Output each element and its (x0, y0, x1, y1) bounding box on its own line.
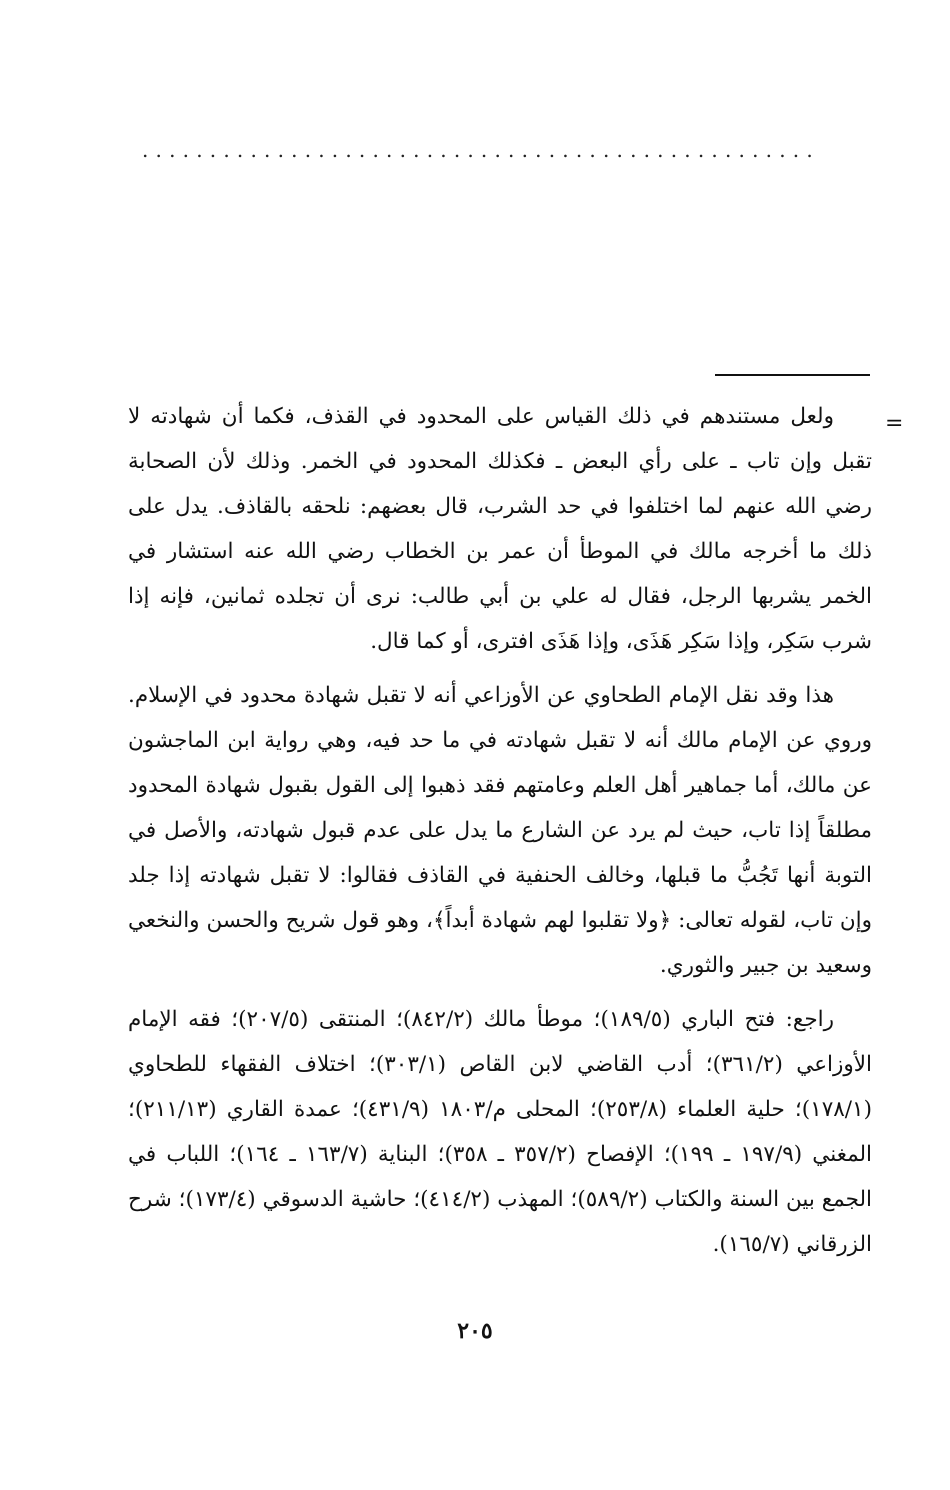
continuation-mark: = (885, 411, 904, 436)
footnote-rule (715, 374, 870, 376)
page-number: ٢٠٥ (457, 1318, 493, 1344)
footnote-body (128, 394, 872, 1267)
paragraph-2: هذا وقد نقل الإمام الطحاوي عن الأوزاعي أنه لا تقبل شهادة محدود في الإسلام. وروي عن الإمام مالك أنه لا تقبل شهادته في ما حد فيه، وهي رواية ابن الماجشون عن مالك، أما جماهير أهل العلم وعامتهم فقد ذهبوا إلى القول بقبول شهادة المحدود مطلقاً إذا تاب، حيث لم يرد عن الشارع ما يدل على عدم قبول شهادته، والأصل في التوبة أنها تَجُبُّ ما قبلها، وخالف الحنفية في القاذف فقالوا: لا تقبل شهادته إذا جلد وإن تاب، لقوله تعالى: ﴿ولا تقلبوا لهم شهادة أبداً﴾، وهو قول شريح والحسن والنخعي وسعيد بن جبير والثوري. (128, 683, 872, 978)
paragraph-1: ولعل مستندهم في ذلك القياس على المحدود في القذف، فكما أن شهادته لا تقبل وإن تاب ـ على رأي البعض ـ فكذلك المحدود في الخمر. وذلك لأن الصحابة رضي الله عنهم لما اختلفوا في حد الشرب، قال بعضهم: نلحقه بالقاذف. يدل على ذلك ما أخرجه مالك في الموطأ أن عمر بن الخطاب رضي الله عنه استشار في الخمر يشربها الرجل، فقال له علي بن أبي طالب: نرى أن تجلده ثمانين، فإنه إذا شرب سَكِر، وإذا سَكِر هَذَى، وإذا هَذَى افترى، أو كما قال. (128, 404, 872, 654)
paragraph-references: راجع: فتح الباري (١٨٩/٥)؛ موطأ مالك (٨٤٢/٢)؛ المنتقى (٢٠٧/٥)؛ فقه الإمام الأوزاعي (٣٦١/٢)؛ أدب القاضي لابن القاص (٣٠٣/١)؛ اختلاف الفقهاء للطحاوي (١٧٨/١)؛ حلية العلماء (٢٥٣/٨)؛ المحلى م/١٨٠٣ (٤٣١/٩)؛ عمدة القاري (٢١١/١٣)؛ المغني (١٩٧/٩ ـ ١٩٩)؛ الإفصاح (٣٥٧/٢ ـ ٣٥٨)؛ البناية (١٦٣/٧ ـ ١٦٤)؛ اللباب في الجمع بين السنة والكتاب (٥٨٩/٢)؛ المهذب (٤١٤/٢)؛ حاشية الدسوقي (١٧٣/٤)؛ شرح الزرقاني (١٦٥/٧). (128, 1007, 873, 1257)
dotted-separator: .................................................. (142, 138, 820, 162)
